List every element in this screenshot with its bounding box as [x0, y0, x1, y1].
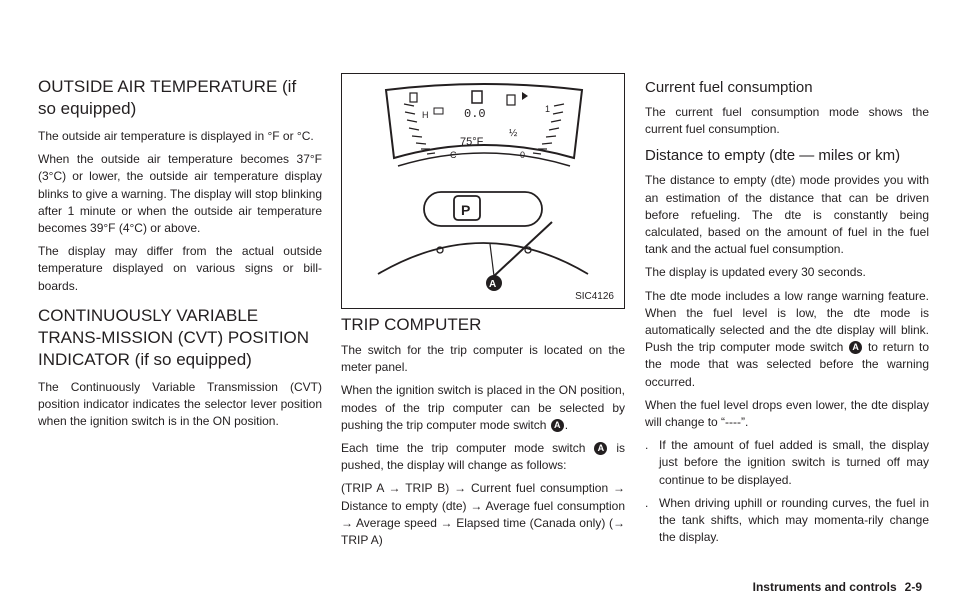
callout-a-marker-inline: A: [849, 341, 862, 354]
trip-paragraph-1: The switch for the trip computer is located on the meter panel.: [341, 343, 625, 375]
dte-heading: Distance to empty (dte — miles or km): [645, 147, 901, 165]
trip-paragraph-2-text: When the ignition switch is placed in the ON position, modes of the trip computer can be selected by pushing the trip computer mode switch: [341, 383, 625, 432]
trip-paragraph-3-b: is pushed, the display will change as follows:: [341, 441, 625, 473]
page-footer: [753, 580, 922, 594]
meter-outline: [386, 84, 582, 158]
callout-a-marker-inline: A: [594, 442, 607, 455]
outside-temp-display: 75°F: [460, 136, 484, 148]
fuel-pump-icon: [507, 95, 515, 105]
steering-wheel-outline: [378, 243, 588, 274]
temp-gauge-scale: [404, 104, 435, 154]
oat-heading: OUTSIDE AIR TEMPERATURE (if so equipped): [38, 77, 297, 118]
bullet-item: [645, 495, 929, 547]
callout-leader-line: [494, 222, 552, 276]
dte-paragraph-1: The distance to empty (dte) mode provides you with an estimation of the distance that can be driven before refueling. The dte is constantly being calculated, based on the amount of fuel in the fuel tank and the actual fuel consumption.: [645, 173, 929, 257]
current-fuel-heading: Current fuel consumption: [645, 79, 813, 96]
column-right: [645, 0, 929, 552]
trip-paragraph-3: [341, 440, 625, 474]
current-fuel-paragraph: The current fuel consumption mode shows the current fuel consumption.: [645, 105, 929, 137]
callout-a-marker-inline: A: [551, 419, 564, 432]
bullet-item: [645, 437, 929, 489]
fuel-door-arrow-icon: [522, 92, 528, 100]
gauge-1-label: 1: [545, 104, 551, 114]
gauge-c-label: C: [450, 150, 457, 160]
dte-paragraph-3-b: to return to the mode that was selected before the warning occurred.: [645, 340, 929, 389]
dte-paragraph-4: When the fuel level drops even lower, the dte display will change to “----”.: [645, 397, 929, 430]
oat-paragraph-2: When the outside air temperature becomes 37°F (3°C) or lower, the outside air temperature display blinks to give a warning. The display will stop blinking after 1 minute or when the outside air temperature becomes 39°F (4°C) or above.: [38, 152, 322, 236]
cvt-indicator-housing: [424, 192, 542, 226]
temperature-icon: [410, 93, 417, 102]
callout-leader-stem: [490, 244, 494, 276]
meter-lower-arc: [398, 153, 570, 166]
meter-illustration: [342, 74, 625, 309]
meter-panel-figure: [341, 73, 625, 309]
odo-digit-frame: [472, 91, 482, 103]
dte-paragraph-2: The display is updated every 30 seconds.: [645, 265, 866, 280]
dte-paragraph-3-a: The dte mode includes a low range warning feature. When the fuel level is low, the dte mode is automatically selected and the dte display will blink. Push the trip computer mode switch: [645, 288, 929, 355]
odo-digits: 0.0: [464, 107, 486, 121]
cvt-heading: CONTINUOUSLY VARIABLE TRANS-MISSION (CVT) POSITION INDICATOR (if so equipped): [38, 305, 310, 369]
gear-indicator-letter: P: [461, 202, 471, 218]
bullet-marker: .: [645, 438, 649, 453]
bullet-text: If the amount of fuel added is small, the display just before the ignition switch is turned off may continue to be displayed.: [659, 438, 929, 487]
callout-a-letter: A: [489, 279, 497, 290]
trip-paragraph-2-end: .: [564, 417, 569, 432]
gauge-half-label: ½: [509, 128, 518, 139]
gauge-h-label: H: [422, 110, 429, 120]
cvt-paragraph-1: The Continuously Variable Transmission (CVT) position indicator indicates the selector lever position when the ignition switch is in the ON position.: [38, 379, 322, 429]
dte-paragraph-3: [645, 288, 929, 391]
figure-code: SIC4126: [575, 291, 614, 302]
gauge-0-label: 0: [520, 150, 526, 160]
footer-section-title: Instruments and controls: [752, 580, 897, 594]
page-number: 2-9: [904, 580, 922, 594]
trip-paragraph-2: [341, 382, 625, 434]
bullet-text: When driving uphill or rounding curves, the fuel in the tank shifts, which may momenta-rily change the display.: [659, 495, 929, 545]
trip-computer-heading: TRIP COMPUTER: [341, 315, 482, 334]
bullet-marker: .: [645, 495, 649, 510]
odometer-icon: [434, 108, 443, 114]
trip-paragraph-4: (TRIP A → TRIP B) → Current fuel consumption → Distance to empty (dte) → Average fuel consumption → Average speed → Elapsed time (Canada only) (→ TRIP A): [341, 481, 625, 548]
oat-paragraph-1: The outside air temperature is displayed in °F or °C.: [38, 129, 314, 143]
column-middle: [341, 314, 625, 555]
column-left: [38, 0, 322, 436]
oat-paragraph-3: The display may differ from the actual outside temperature displayed on various signs or bill-boards.: [38, 244, 322, 293]
trip-paragraph-3-a: Each time the trip computer mode switch: [341, 441, 586, 456]
